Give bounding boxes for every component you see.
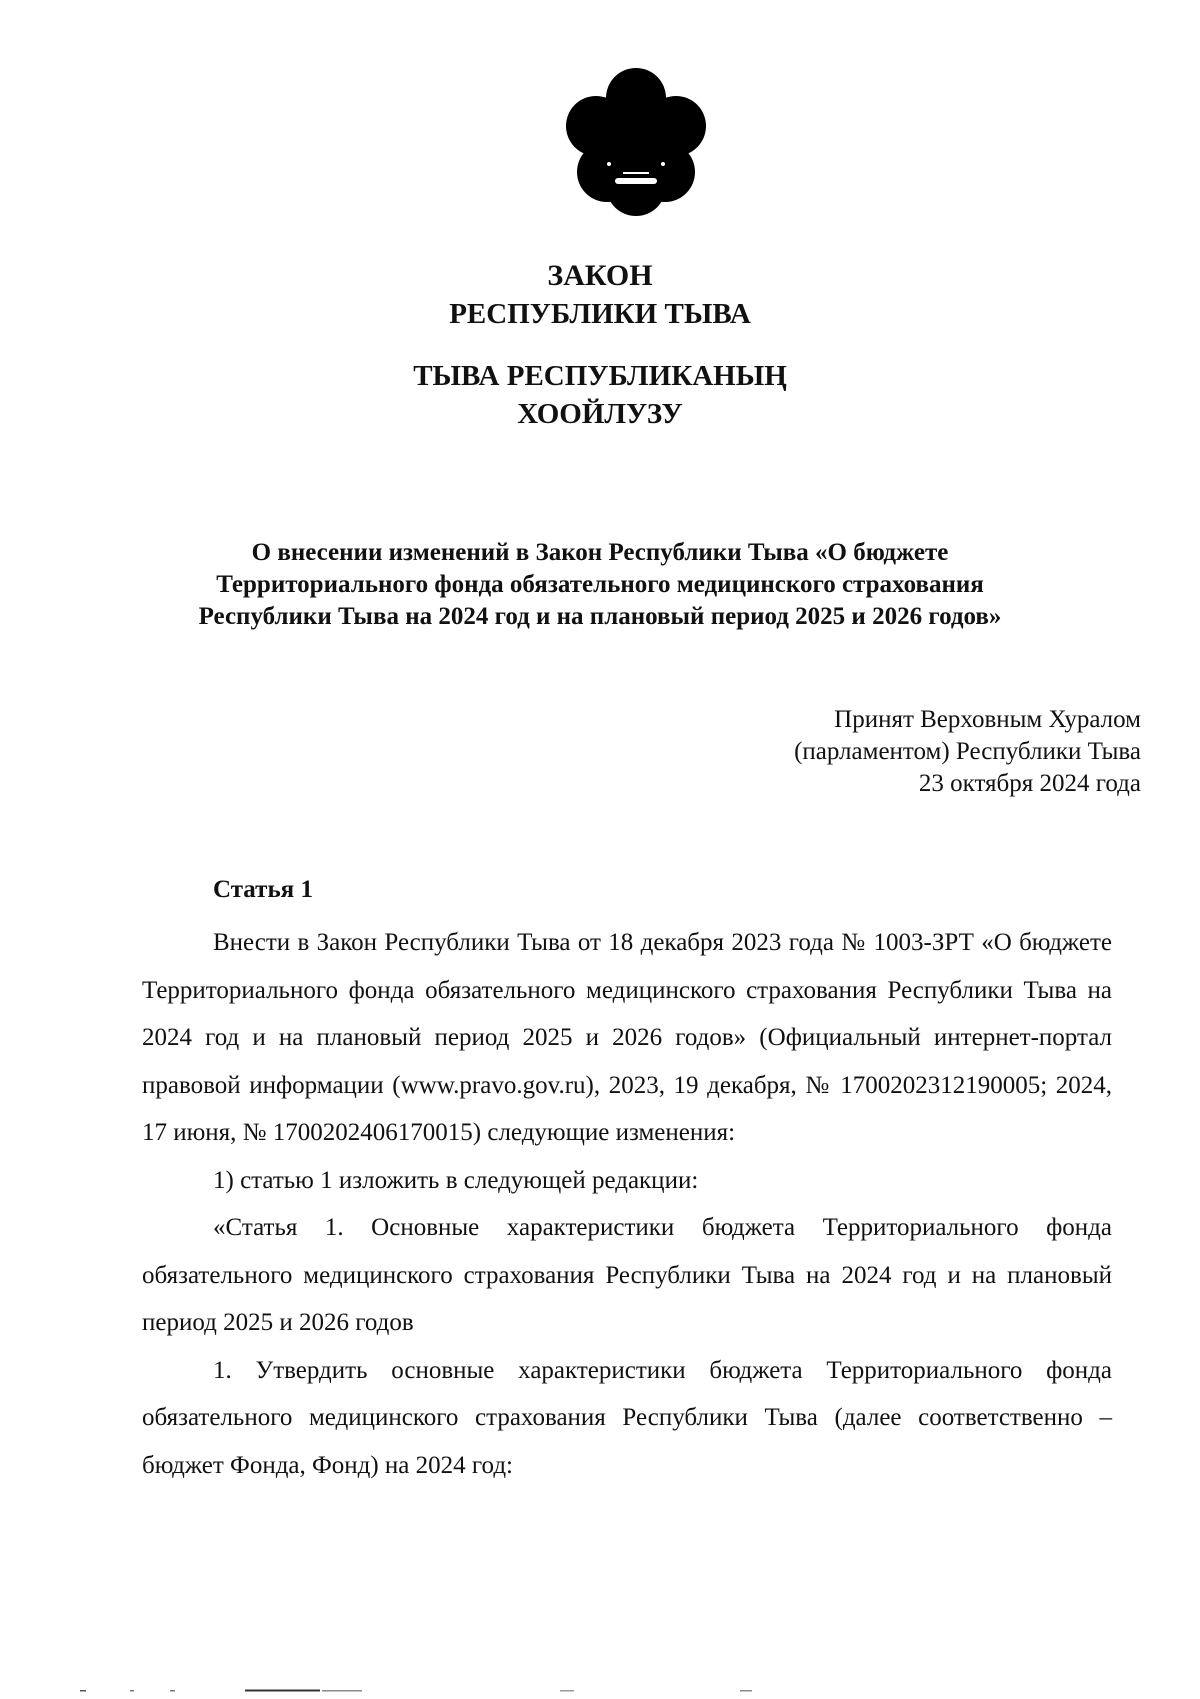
law-title-tuvan [0, 357, 1200, 433]
law-title-russian [0, 257, 1200, 333]
scan-artifact-line [40, 1688, 1160, 1694]
article-paragraph: Внести в Закон Республики Тыва от 18 декабря 2023 года № 1003-ЗРТ «О бюджете Территориального фонда обязательного медицинского страхования Республики Тыва на 2024 год и на плановый период 2025 и 2026 годов» (Официальный интернет-портал правовой информации (www.pravo.gov.ru), 2023, 19 декабря, № 1700202312190005; 2024, 17 июня, № 1700202406170015) следующие изменения: [142, 929, 1112, 1146]
adoption-note-line-1: Принят Верховным Хуралом [834, 706, 1141, 733]
law-subject-line-3: Республики Тыва на 2024 год и на плановый период 2025 и 2026 годов» [198, 603, 1002, 630]
adoption-date: 23 октября 2024 года [918, 770, 1141, 797]
law-title-tuvan-line-1: ТЫВА РЕСПУБЛИКАНЫҢ [413, 360, 787, 392]
tuva-coat-of-arms-icon [563, 68, 709, 218]
law-subject-line-1: О внесении изменений в Закон Республики Тыва «О бюджете [251, 539, 949, 566]
article-paragraph: 1. Утвердить основные характеристики бюджета Территориального фонда обязательного медицинского страхования Республики Тыва (далее соответственно – бюджет Фонда, Фонд) на 2024 год: [142, 1356, 1112, 1479]
law-subject-line-2: Территориального фонда обязательного медицинского страхования [216, 571, 984, 598]
article-body [142, 919, 1112, 1489]
law-title-line-1: ЗАКОН [547, 259, 653, 292]
law-subject [120, 537, 1080, 633]
adoption-note [794, 704, 1141, 800]
article-paragraph: 1) статью 1 изложить в следующей редакции: [213, 1166, 699, 1194]
article-heading: Статья 1 [213, 876, 313, 903]
law-title-tuvan-line-2: ХООЙЛУЗУ [517, 398, 683, 430]
adoption-note-line-2: (парламентом) Республики Тыва [794, 738, 1141, 765]
article-paragraph: «Статья 1. Основные характеристики бюджета Территориального фонда обязательного медицинского страхования Республики Тыва на 2024 год и на плановый период 2025 и 2026 годов [142, 1214, 1112, 1336]
law-title-line-2: РЕСПУБЛИКИ ТЫВА [449, 298, 751, 330]
